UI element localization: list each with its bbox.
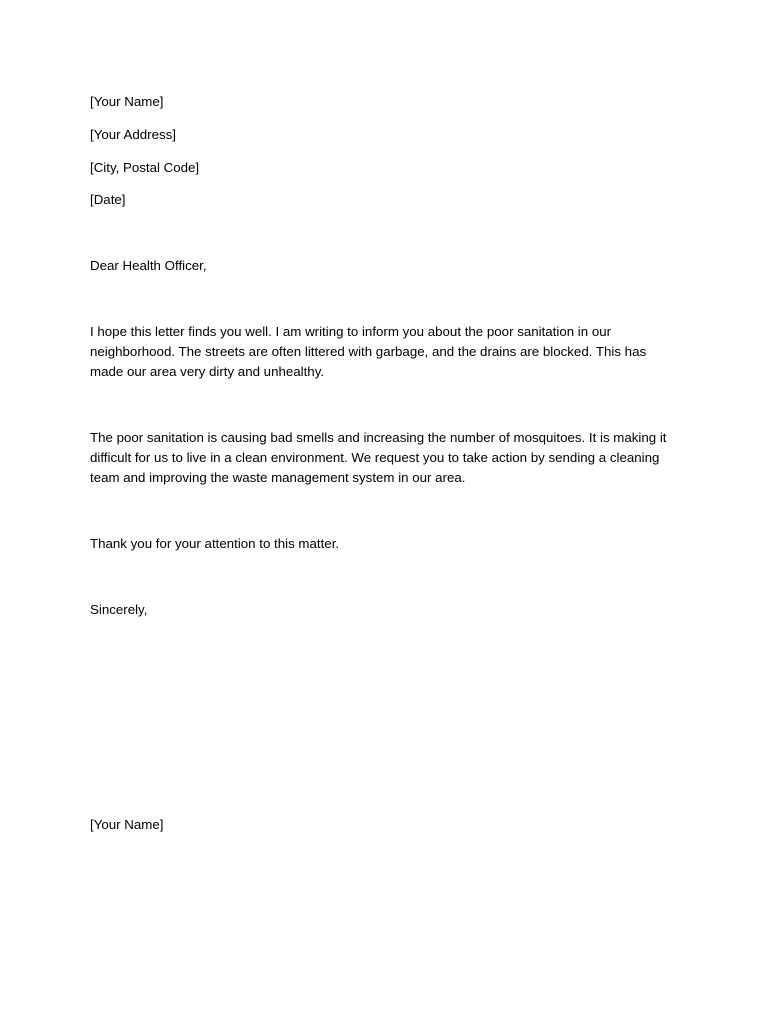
sender-name: [Your Name] xyxy=(90,94,164,109)
body-paragraph-1: I hope this letter finds you well. I am writing to inform you about the poor sanitation in our neighborhood. The streets are often littered with garbage, and the drains are blocked. This has made our area very dirty and unhealthy. xyxy=(90,324,647,379)
closing: Sincerely, xyxy=(90,602,148,617)
sender-address: [Your Address] xyxy=(90,127,176,142)
body-paragraph-2: The poor sanitation is causing bad smells and increasing the number of mosquitoes. It is making it difficult for us to live in a clean environment. We request you to take action by sending a cleaning team and improving the waste management system in our area. xyxy=(90,430,667,485)
signature-name: [Your Name] xyxy=(90,817,164,832)
salutation: Dear Health Officer, xyxy=(90,258,207,273)
letter-date: [Date] xyxy=(90,192,126,207)
sender-city-postal: [City, Postal Code] xyxy=(90,160,200,175)
body-paragraph-3: Thank you for your attention to this matter. xyxy=(90,536,340,551)
